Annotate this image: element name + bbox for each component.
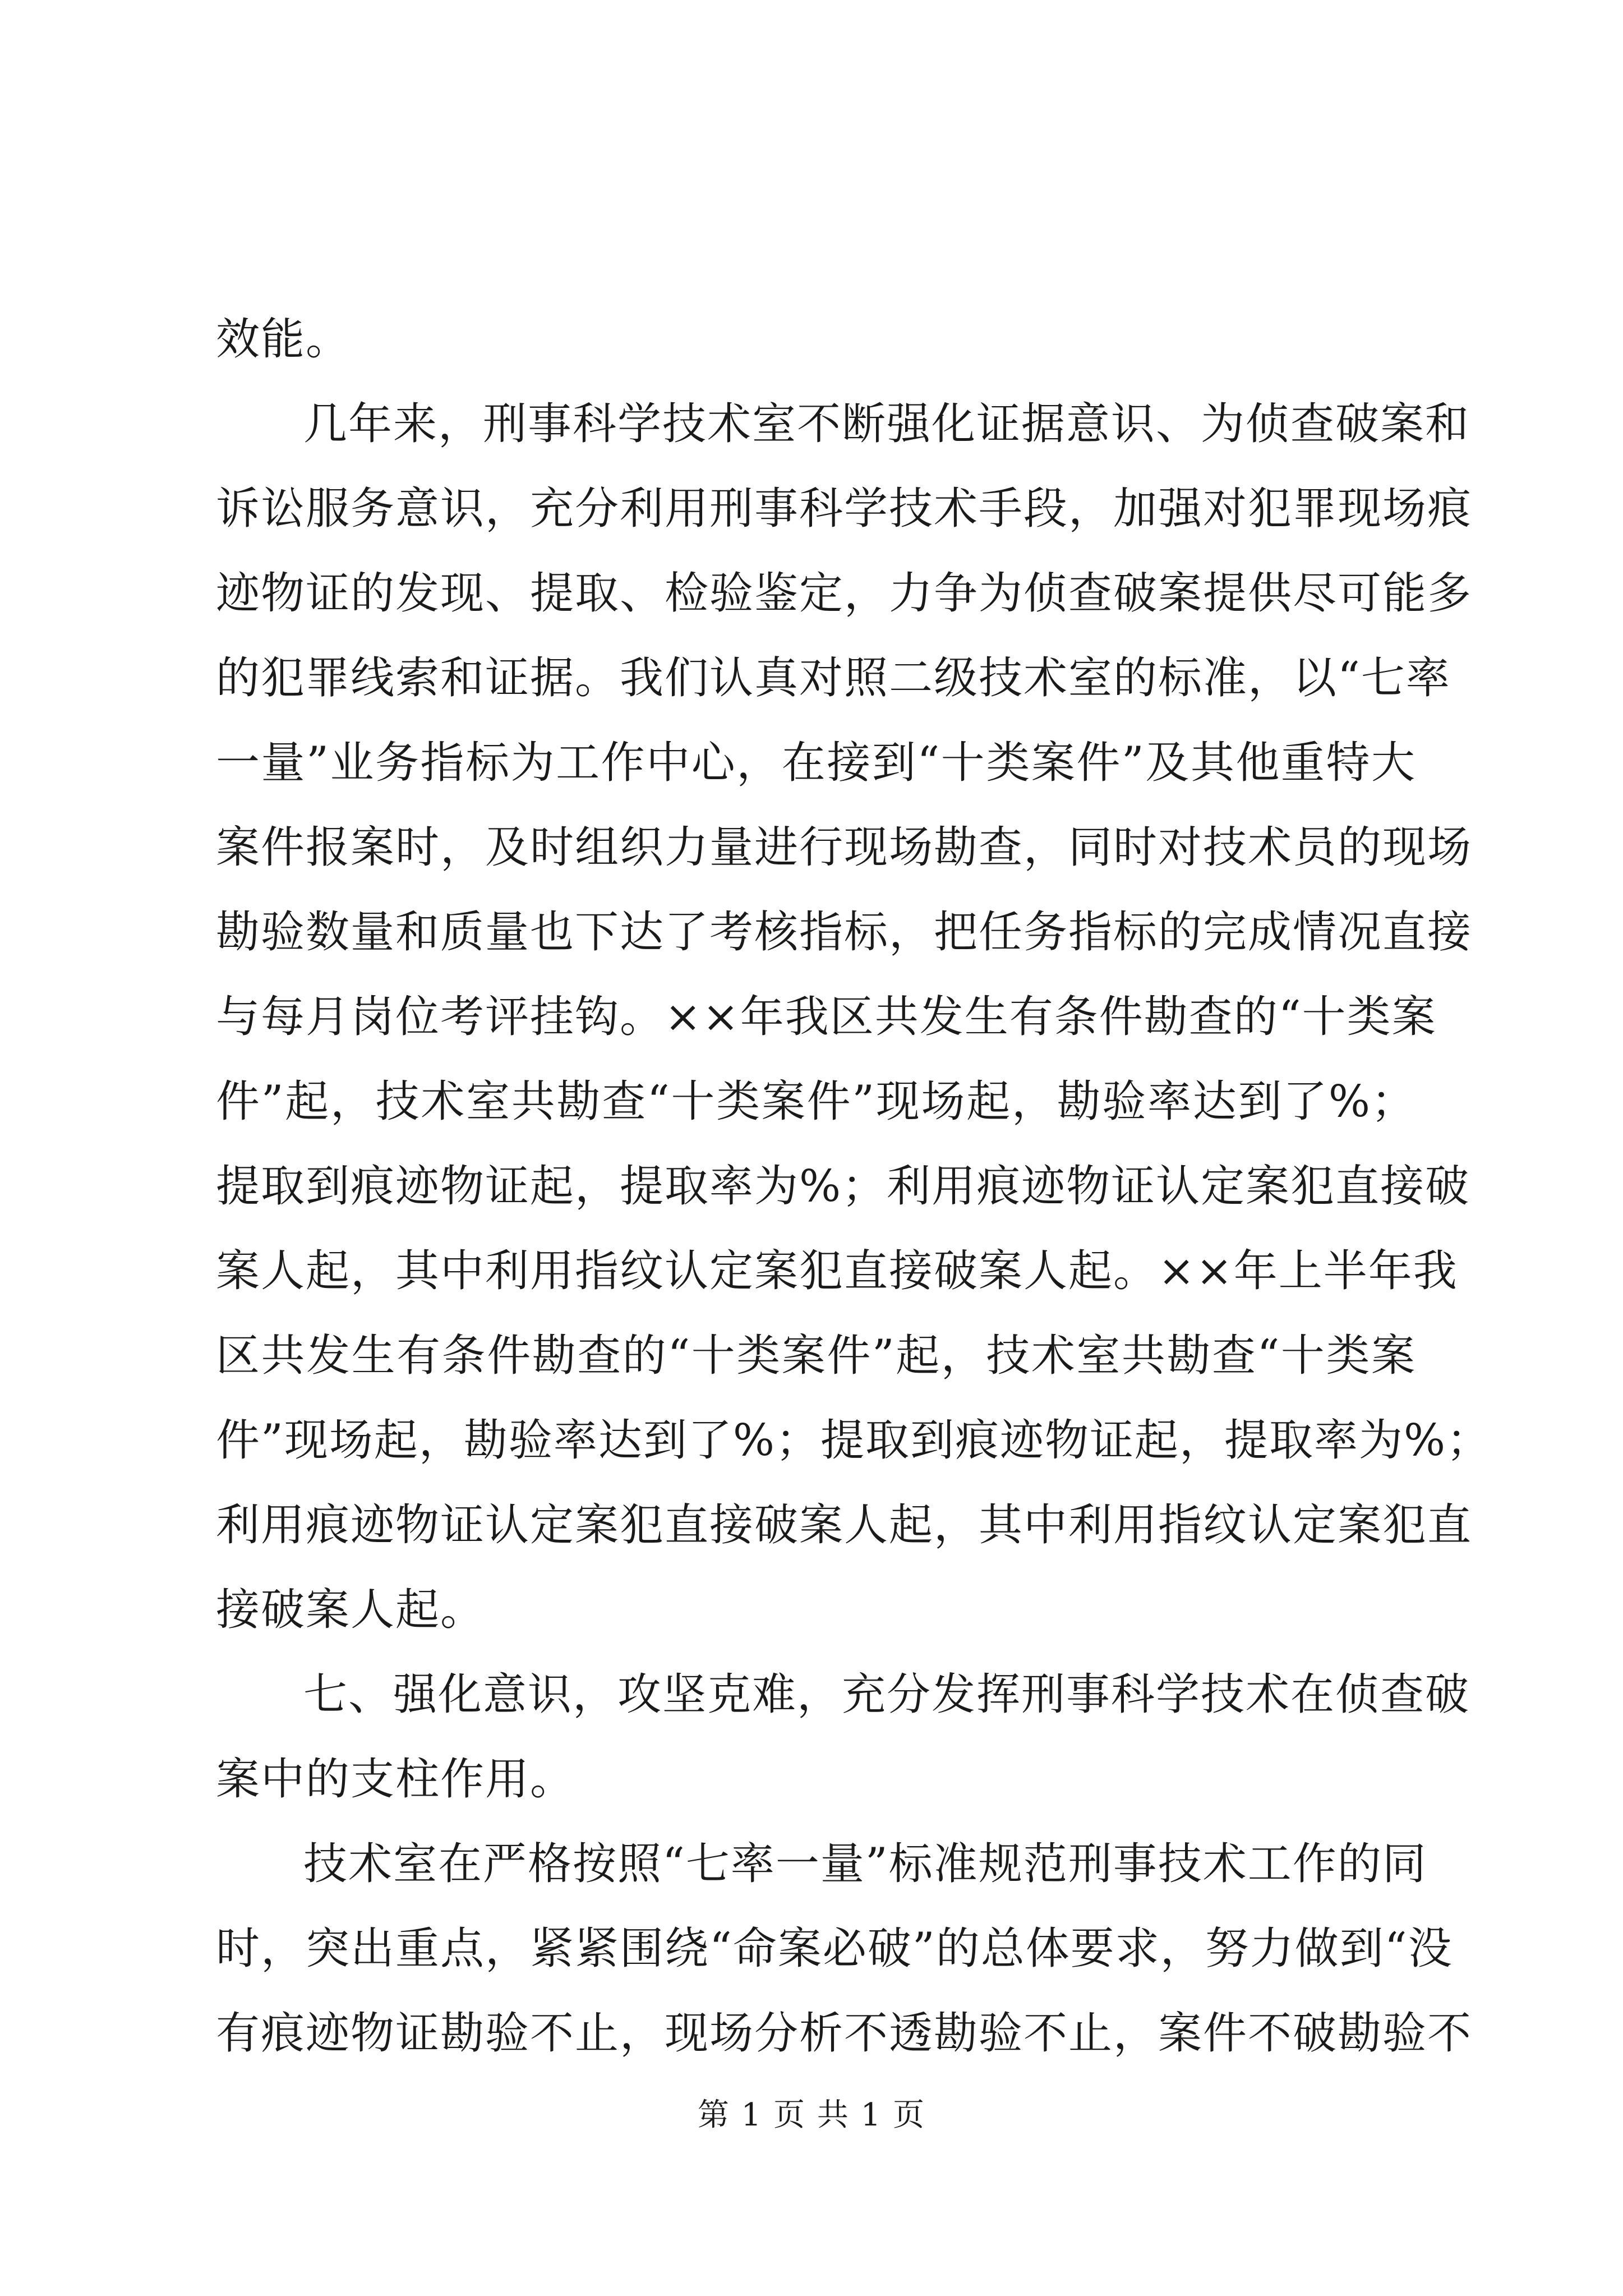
text-line: 迹物证的发现、提取、检验鉴定，力争为侦查破案提供尽可能多 [216, 568, 1473, 619]
paragraph-first-line: 几年来，刑事科学技术室不断强化证据意识、为侦查破案和 [303, 399, 1470, 449]
text-line: 接破案人起。 [216, 1585, 486, 1635]
text-line: 的犯罪线索和证据。我们认真对照二级技术室的标准，以“七率 [216, 653, 1451, 703]
text-line: 勘验数量和质量也下达了考核指标，把任务指标的完成情况直接 [216, 907, 1473, 958]
text-line: 案件报案时，及时组织力量进行现场勘查，同时对技术员的现场 [216, 822, 1473, 873]
page-number-footer: 第 1 页 共 1 页 [697, 2097, 926, 2133]
text-line: 诉讼服务意识，充分利用刑事科学技术手段，加强对犯罪现场痕 [216, 484, 1473, 534]
text-line: 时，突出重点，紧紧围绕“命案必破”的总体要求，努力做到“没 [216, 1924, 1453, 1974]
text-line: 有痕迹物证勘验不止，现场分析不透勘验不止，案件不破勘验不 [216, 2008, 1473, 2059]
text-line: 与每月岗位考评挂钩。××年我区共发生有条件勘查的“十类案 [216, 992, 1437, 1042]
paragraph-first-line: 技术室在严格按照“七率一量”标准规范刑事技术工作的同 [303, 1839, 1427, 1889]
text-line: 效能。 [216, 314, 351, 365]
text-line: 利用痕迹物证认定案犯直接破案人起，其中利用指纹认定案犯直 [216, 1500, 1473, 1550]
text-line: 区共发生有条件勘查的“十类案件”起，技术室共勘查“十类案 [216, 1331, 1416, 1381]
text-line: 案人起，其中利用指纹认定案犯直接破案人起。××年上半年我 [216, 1246, 1458, 1296]
text-line: 一量”业务指标为工作中心，在接到“十类案件”及其他重特大 [216, 738, 1416, 788]
text-line: 件”现场起，勘验率达到了%；提取到痕迹物证起，提取率为%； [216, 1415, 1492, 1466]
text-line: 件”起，技术室共勘查“十类案件”现场起，勘验率达到了%； [216, 1076, 1416, 1127]
text-line: 提取到痕迹物证起，提取率为%；利用痕迹物证认定案犯直接破 [216, 1161, 1470, 1212]
section-heading-line: 七、强化意识，攻坚克难，充分发挥刑事科学技术在侦查破 [303, 1669, 1470, 1720]
section-heading-line: 案中的支柱作用。 [216, 1754, 575, 1805]
